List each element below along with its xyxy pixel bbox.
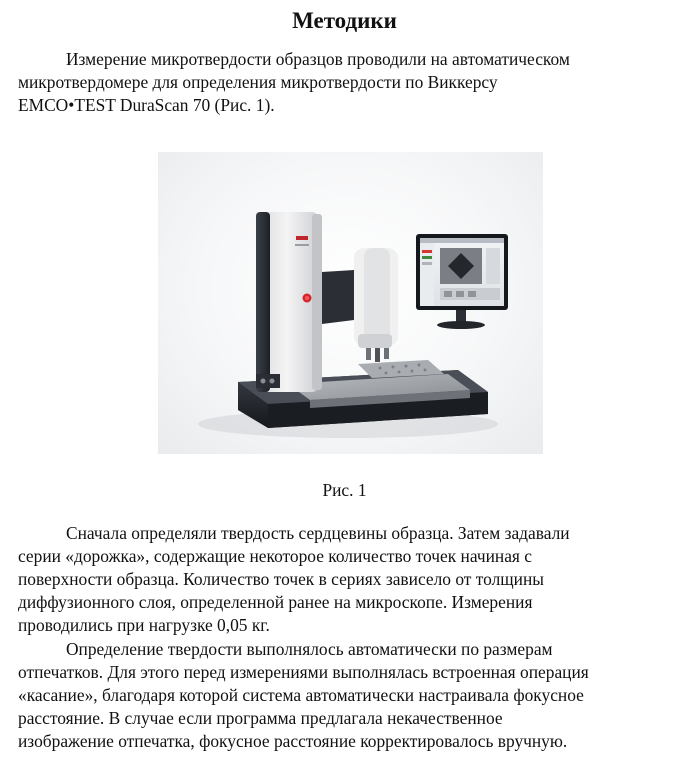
paragraph-method [18, 522, 683, 637]
paragraph-line: микротвердомере для определения микротвердости по Виккерсу [18, 72, 498, 92]
paragraph-line: Определение твердости выполнялось автоматически по размерам [66, 639, 553, 659]
paragraph-automation [18, 638, 683, 753]
paragraph-line: отпечатков. Для этого перед измерениями выполнялась встроенная операция [18, 662, 589, 682]
paragraph-line: серии «дорожка», содержащие некоторое количество точек начиная с [18, 546, 532, 566]
hardness-tester-illustration [158, 152, 543, 454]
paragraph-line: EMCO•TEST DuraScan 70 (Рис. 1). [18, 95, 275, 115]
paragraph-line: Сначала определяли твердость сердцевины образца. Затем задавали [66, 523, 570, 543]
paragraph-line: «касание», благодаря которой система автоматически настраивала фокусное [18, 685, 584, 705]
paragraph-line: расстояние. В случае если программа предлагала некачественное [18, 708, 503, 728]
paragraph-line: изображение отпечатка, фокусное расстояние корректировалось вручную. [18, 731, 568, 751]
paragraph-line: поверхности образца. Количество точек в сериях зависело от толщины [18, 569, 544, 589]
figure-caption: Рис. 1 [322, 480, 367, 500]
paragraph-line: диффузионного слоя, определенной ранее на микроскопе. Измерения [18, 592, 533, 612]
paragraph-intro [18, 48, 678, 117]
paragraph-line: Измерение микротвердости образцов проводили на автоматическом [66, 49, 570, 69]
paragraph-line: проводились при нагрузке 0,05 кг. [18, 615, 270, 635]
hardness-tester-photo [158, 152, 543, 454]
page-title: Методики [292, 8, 397, 33]
